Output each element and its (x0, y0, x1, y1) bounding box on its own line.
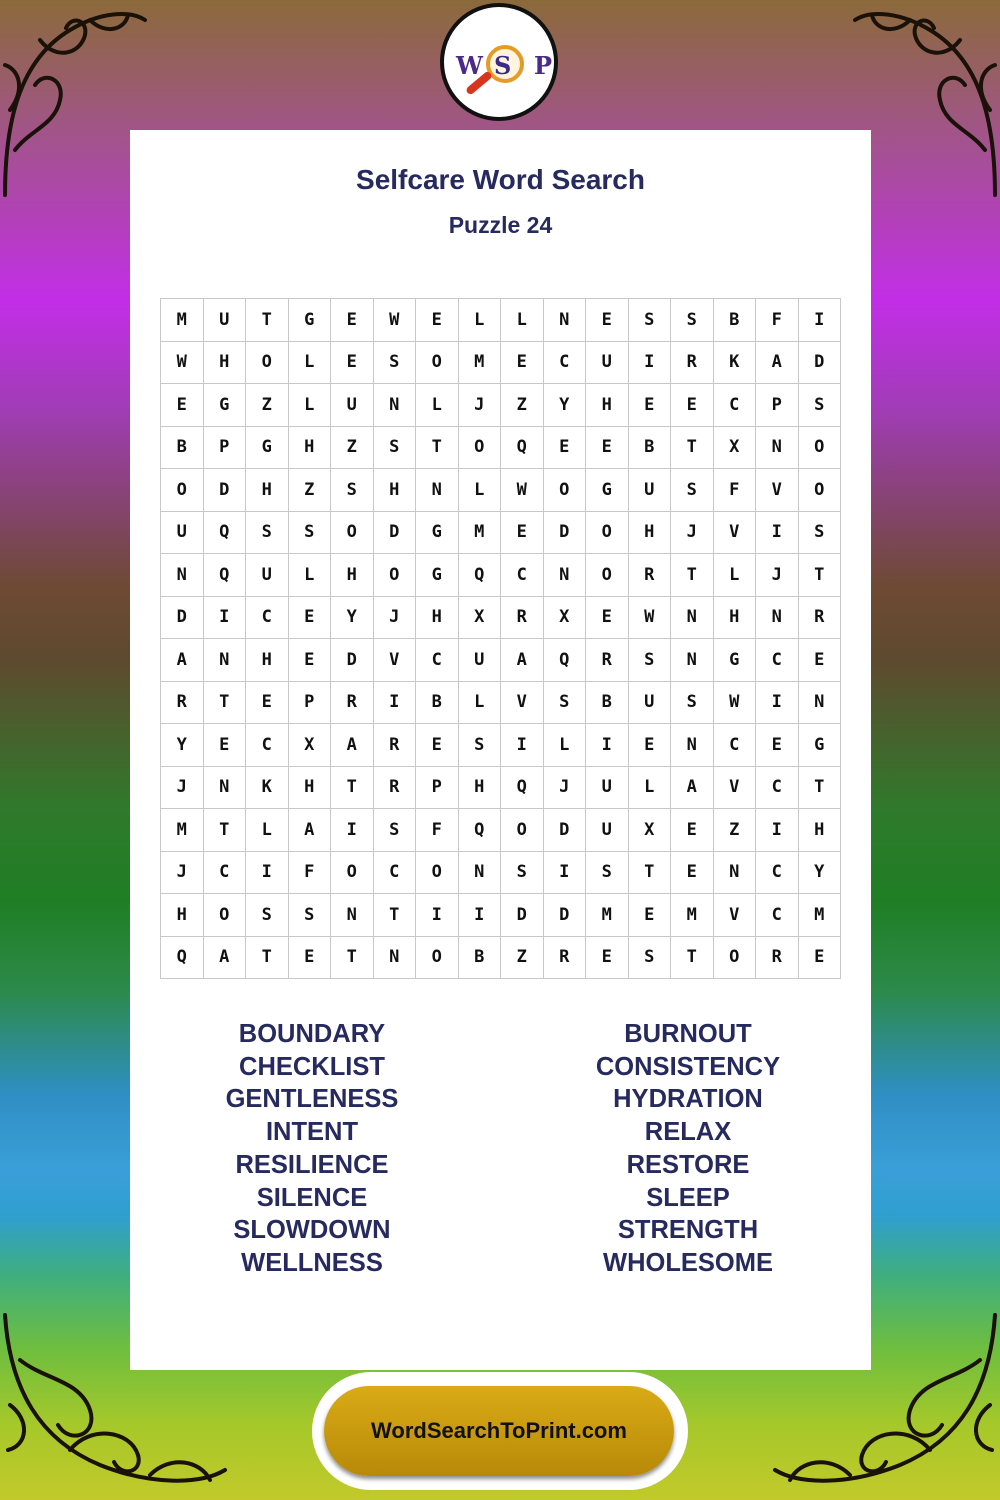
grid-cell[interactable]: I (799, 299, 842, 342)
grid-cell[interactable]: Z (289, 469, 332, 512)
grid-cell[interactable]: X (544, 597, 587, 640)
grid-cell[interactable]: T (629, 852, 672, 895)
grid-cell[interactable]: S (671, 682, 714, 725)
grid-cell[interactable]: P (289, 682, 332, 725)
grid-cell[interactable]: E (501, 512, 544, 555)
grid-cell[interactable]: Q (459, 554, 502, 597)
grid-cell[interactable]: Q (501, 767, 544, 810)
grid-cell[interactable]: P (416, 767, 459, 810)
grid-cell[interactable]: U (629, 682, 672, 725)
grid-cell[interactable]: P (204, 427, 247, 470)
grid-cell[interactable]: N (544, 554, 587, 597)
grid-cell[interactable]: H (714, 597, 757, 640)
grid-cell[interactable]: N (374, 937, 417, 980)
grid-cell[interactable]: S (799, 512, 842, 555)
grid-cell[interactable]: S (629, 639, 672, 682)
grid-cell[interactable]: E (544, 427, 587, 470)
grid-cell[interactable]: I (331, 809, 374, 852)
grid-cell[interactable]: A (501, 639, 544, 682)
word-item: BOUNDARY (238, 1020, 386, 1048)
grid-cell[interactable]: H (331, 554, 374, 597)
grid-cell[interactable]: W (714, 682, 757, 725)
grid-cell[interactable]: C (714, 724, 757, 767)
grid-cell[interactable]: V (714, 767, 757, 810)
grid-cell[interactable]: O (416, 342, 459, 385)
grid-cell[interactable]: P (756, 384, 799, 427)
grid-cell[interactable]: N (671, 597, 714, 640)
grid-cell[interactable]: H (161, 894, 204, 937)
grid-cell[interactable]: H (374, 469, 417, 512)
grid-cell[interactable]: E (331, 342, 374, 385)
grid-cell[interactable]: N (161, 554, 204, 597)
grid-cell[interactable]: T (331, 937, 374, 980)
grid-cell[interactable]: I (459, 894, 502, 937)
grid-cell[interactable]: X (289, 724, 332, 767)
word-item: STRENGTH (617, 1216, 759, 1245)
grid-cell[interactable]: U (161, 512, 204, 555)
grid-cell[interactable]: U (459, 639, 502, 682)
grid-cell[interactable]: L (289, 384, 332, 427)
grid-cell[interactable]: T (246, 299, 289, 342)
grid-cell[interactable]: T (671, 427, 714, 470)
grid-cell[interactable]: O (714, 937, 757, 980)
grid-cell[interactable]: F (714, 469, 757, 512)
grid-cell[interactable]: D (544, 512, 587, 555)
grid-cell[interactable]: A (161, 639, 204, 682)
grid-cell[interactable]: X (459, 597, 502, 640)
grid-cell[interactable]: H (289, 427, 332, 470)
grid-cell[interactable]: N (544, 299, 587, 342)
grid-cell[interactable]: L (246, 809, 289, 852)
grid-cell[interactable]: E (671, 384, 714, 427)
grid-cell[interactable]: E (161, 384, 204, 427)
grid-cell[interactable]: L (416, 384, 459, 427)
grid-cell[interactable]: N (204, 767, 247, 810)
word-item: CONSISTENCY (595, 1052, 781, 1081)
grid-cell[interactable]: J (161, 767, 204, 810)
grid-cell[interactable]: H (586, 384, 629, 427)
grid-cell[interactable]: B (416, 682, 459, 725)
grid-cell[interactable]: O (204, 894, 247, 937)
grid-cell[interactable]: Z (714, 809, 757, 852)
word-item: SLOWDOWN (233, 1216, 391, 1245)
grid-cell[interactable]: B (629, 427, 672, 470)
grid-cell[interactable]: C (544, 342, 587, 385)
grid-cell[interactable]: O (544, 469, 587, 512)
grid-cell[interactable]: R (374, 767, 417, 810)
grid-cell[interactable]: L (501, 299, 544, 342)
grid-cell[interactable]: F (416, 809, 459, 852)
grid-cell[interactable]: D (331, 639, 374, 682)
grid-cell[interactable]: Z (331, 427, 374, 470)
grid-cell[interactable]: E (629, 724, 672, 767)
grid-cell[interactable]: V (756, 469, 799, 512)
grid-cell[interactable]: S (501, 852, 544, 895)
grid-cell[interactable]: H (416, 597, 459, 640)
grid-cell[interactable]: E (799, 639, 842, 682)
grid-cell[interactable]: C (204, 852, 247, 895)
grid-cell[interactable]: Y (799, 852, 842, 895)
grid-cell[interactable]: E (671, 852, 714, 895)
grid-cell[interactable]: F (289, 852, 332, 895)
grid-cell[interactable]: I (501, 724, 544, 767)
grid-cell[interactable]: K (246, 767, 289, 810)
grid-cell[interactable]: I (586, 724, 629, 767)
grid-cell[interactable]: L (544, 724, 587, 767)
word-item: GENTLENESS (225, 1085, 399, 1114)
grid-cell[interactable]: K (714, 342, 757, 385)
grid-cell[interactable]: S (671, 469, 714, 512)
grid-cell[interactable]: I (756, 809, 799, 852)
grid-cell[interactable]: D (544, 894, 587, 937)
grid-cell[interactable]: E (756, 724, 799, 767)
grid-cell[interactable]: O (416, 937, 459, 980)
grid-cell[interactable]: Q (544, 639, 587, 682)
grid-cell[interactable]: R (586, 639, 629, 682)
grid-cell[interactable]: L (629, 767, 672, 810)
grid-cell[interactable]: E (586, 937, 629, 980)
grid-cell[interactable]: R (544, 937, 587, 980)
grid-cell[interactable]: N (331, 894, 374, 937)
grid-cell[interactable]: L (289, 554, 332, 597)
grid-cell[interactable]: N (459, 852, 502, 895)
grid-cell[interactable]: N (756, 597, 799, 640)
grid-cell[interactable]: E (331, 299, 374, 342)
corner-ornament-top-right (850, 0, 1000, 200)
grid-cell[interactable]: R (331, 682, 374, 725)
logo-letter-w: W (456, 51, 483, 80)
grid-cell[interactable]: M (459, 342, 502, 385)
page-title: Selfcare Word Search (356, 164, 645, 195)
grid-cell[interactable]: N (756, 427, 799, 470)
grid-cell[interactable]: C (501, 554, 544, 597)
grid-cell[interactable]: E (671, 809, 714, 852)
grid-cell[interactable]: U (204, 299, 247, 342)
grid-cell[interactable]: T (799, 767, 842, 810)
grid-cell[interactable]: A (204, 937, 247, 980)
grid-cell[interactable]: M (586, 894, 629, 937)
grid-cell[interactable]: T (204, 682, 247, 725)
grid-cell[interactable]: X (714, 427, 757, 470)
grid-cell[interactable]: G (246, 427, 289, 470)
grid-cell[interactable]: S (544, 682, 587, 725)
grid-cell[interactable]: G (586, 469, 629, 512)
grid-cell[interactable]: Q (204, 512, 247, 555)
word-item: RESILIENCE (235, 1150, 389, 1179)
grid-cell[interactable]: E (586, 299, 629, 342)
grid-cell[interactable]: S (331, 469, 374, 512)
grid-cell[interactable]: M (161, 299, 204, 342)
grid-cell[interactable]: G (799, 724, 842, 767)
grid-cell[interactable]: S (629, 937, 672, 980)
grid-cell[interactable]: S (459, 724, 502, 767)
grid-cell[interactable]: I (204, 597, 247, 640)
grid-cell[interactable]: R (374, 724, 417, 767)
grid-cell[interactable]: G (714, 639, 757, 682)
grid-cell[interactable]: N (714, 852, 757, 895)
grid-cell[interactable]: B (459, 937, 502, 980)
grid-cell[interactable]: R (799, 597, 842, 640)
grid-cell[interactable]: E (416, 299, 459, 342)
grid-cell[interactable]: C (416, 639, 459, 682)
grid-cell[interactable]: G (416, 512, 459, 555)
grid-cell[interactable]: R (501, 597, 544, 640)
grid-cell[interactable]: H (204, 342, 247, 385)
grid-cell[interactable]: E (501, 342, 544, 385)
grid-cell[interactable]: E (586, 427, 629, 470)
grid-cell[interactable]: V (714, 894, 757, 937)
grid-cell[interactable]: W (161, 342, 204, 385)
grid-cell[interactable]: T (799, 554, 842, 597)
grid-cell[interactable]: E (799, 937, 842, 980)
grid-cell[interactable]: E (289, 639, 332, 682)
grid-cell[interactable]: R (161, 682, 204, 725)
grid-cell[interactable]: T (671, 937, 714, 980)
grid-cell[interactable]: C (756, 639, 799, 682)
grid-cell[interactable]: L (459, 682, 502, 725)
grid-cell[interactable]: A (756, 342, 799, 385)
grid-cell[interactable]: D (204, 469, 247, 512)
grid-cell[interactable]: N (671, 639, 714, 682)
grid-cell[interactable]: N (671, 724, 714, 767)
grid-cell[interactable]: V (374, 639, 417, 682)
grid-cell[interactable]: S (374, 427, 417, 470)
grid-cell[interactable]: O (331, 852, 374, 895)
grid-cell[interactable]: J (374, 597, 417, 640)
grid-cell[interactable]: G (416, 554, 459, 597)
grid-cell[interactable]: U (586, 809, 629, 852)
grid-cell[interactable]: E (289, 937, 332, 980)
grid-cell[interactable]: I (246, 852, 289, 895)
grid-cell[interactable]: U (586, 342, 629, 385)
grid-cell[interactable]: O (799, 427, 842, 470)
grid-cell[interactable]: D (544, 809, 587, 852)
grid-cell[interactable]: Y (544, 384, 587, 427)
word-item: CHECKLIST (239, 1052, 385, 1081)
grid-cell[interactable]: Q (204, 554, 247, 597)
grid-cell[interactable]: I (756, 512, 799, 555)
grid-cell[interactable]: W (374, 299, 417, 342)
word-list-left (162, 1018, 462, 1280)
grid-cell[interactable]: B (586, 682, 629, 725)
grid-cell[interactable]: T (416, 427, 459, 470)
grid-cell[interactable]: T (331, 767, 374, 810)
word-item: SLEEP (646, 1183, 730, 1212)
grid-cell[interactable]: S (289, 894, 332, 937)
grid-cell[interactable]: R (629, 554, 672, 597)
grid-cell[interactable]: C (756, 767, 799, 810)
grid-cell[interactable]: J (161, 852, 204, 895)
grid-cell[interactable]: O (799, 469, 842, 512)
puzzle-card (130, 130, 871, 1370)
grid-cell[interactable]: B (161, 427, 204, 470)
grid-cell[interactable]: C (374, 852, 417, 895)
grid-cell[interactable]: L (459, 469, 502, 512)
grid-cell[interactable]: E (204, 724, 247, 767)
grid-cell[interactable]: V (714, 512, 757, 555)
grid-cell[interactable]: Q (501, 427, 544, 470)
grid-cell[interactable]: X (629, 809, 672, 852)
footer-badge (312, 1372, 688, 1490)
grid-cell[interactable]: U (586, 767, 629, 810)
grid-cell[interactable]: O (331, 512, 374, 555)
grid-cell[interactable]: J (671, 512, 714, 555)
grid-cell[interactable]: D (799, 342, 842, 385)
grid-cell[interactable]: C (714, 384, 757, 427)
grid-cell[interactable]: H (629, 512, 672, 555)
word-item: HYDRATION (613, 1085, 763, 1114)
grid-cell[interactable]: O (459, 427, 502, 470)
corner-ornament-top-left (0, 0, 150, 200)
grid-cell[interactable]: N (416, 469, 459, 512)
grid-cell[interactable]: A (331, 724, 374, 767)
word-item: INTENT (265, 1118, 359, 1147)
grid-cell[interactable]: Y (161, 724, 204, 767)
grid-cell[interactable]: Y (331, 597, 374, 640)
grid-cell[interactable]: S (586, 852, 629, 895)
grid-cell[interactable]: C (756, 852, 799, 895)
grid-cell[interactable]: S (374, 342, 417, 385)
grid-cell[interactable]: I (374, 682, 417, 725)
grid-cell[interactable]: J (756, 554, 799, 597)
word-item: SILENCE (256, 1183, 368, 1212)
grid-cell[interactable]: R (671, 342, 714, 385)
grid-cell[interactable]: B (714, 299, 757, 342)
grid-cell[interactable]: O (501, 809, 544, 852)
grid-cell[interactable]: F (756, 299, 799, 342)
grid-cell[interactable]: M (161, 809, 204, 852)
grid-cell[interactable]: E (416, 724, 459, 767)
grid-cell[interactable]: S (289, 512, 332, 555)
word-item: WHOLESOME (603, 1248, 773, 1277)
grid-cell[interactable]: M (459, 512, 502, 555)
grid-cell[interactable]: E (289, 597, 332, 640)
grid-cell[interactable]: S (246, 894, 289, 937)
grid-cell[interactable]: J (544, 767, 587, 810)
grid-cell[interactable]: C (246, 724, 289, 767)
grid-cell[interactable]: S (671, 299, 714, 342)
grid-cell[interactable]: O (586, 512, 629, 555)
grid-cell[interactable]: Z (501, 384, 544, 427)
grid-cell[interactable]: S (629, 299, 672, 342)
grid-cell[interactable]: O (374, 554, 417, 597)
grid-cell[interactable]: E (629, 384, 672, 427)
logo-letter-p: P (534, 51, 553, 80)
grid-cell[interactable]: U (629, 469, 672, 512)
grid-cell[interactable]: N (374, 384, 417, 427)
grid-cell[interactable]: D (374, 512, 417, 555)
grid-cell[interactable]: L (714, 554, 757, 597)
grid-cell[interactable]: W (501, 469, 544, 512)
grid-cell[interactable]: A (671, 767, 714, 810)
grid-cell[interactable]: N (204, 639, 247, 682)
grid-cell[interactable]: O (586, 554, 629, 597)
grid-cell[interactable]: I (544, 852, 587, 895)
grid-cell[interactable]: D (501, 894, 544, 937)
word-item: RELAX (644, 1118, 732, 1147)
wsp-logo[interactable] (440, 3, 558, 121)
puzzle-number: Puzzle 24 (448, 212, 553, 238)
grid-cell[interactable]: L (289, 342, 332, 385)
grid-cell[interactable]: L (459, 299, 502, 342)
grid-cell[interactable]: S (374, 809, 417, 852)
word-item: WELLNESS (241, 1248, 383, 1277)
grid-cell[interactable]: H (459, 767, 502, 810)
grid-cell[interactable]: G (204, 384, 247, 427)
grid-cell[interactable]: E (246, 682, 289, 725)
grid-cell[interactable]: W (629, 597, 672, 640)
grid-cell[interactable]: M (799, 894, 842, 937)
grid-cell[interactable]: M (671, 894, 714, 937)
grid-cell[interactable]: U (246, 554, 289, 597)
grid-cell[interactable]: I (629, 342, 672, 385)
site-link[interactable]: WordSearchToPrint.com (324, 1386, 674, 1476)
grid-cell[interactable]: T (246, 937, 289, 980)
grid-cell[interactable]: J (459, 384, 502, 427)
grid-cell[interactable]: T (374, 894, 417, 937)
grid-cell[interactable]: H (246, 469, 289, 512)
grid-cell[interactable]: N (799, 682, 842, 725)
grid-cell[interactable]: I (416, 894, 459, 937)
grid-cell[interactable]: S (799, 384, 842, 427)
letter-grid (160, 298, 841, 979)
grid-cell[interactable]: A (289, 809, 332, 852)
grid-cell[interactable]: C (756, 894, 799, 937)
grid-cell[interactable]: C (246, 597, 289, 640)
grid-cell[interactable]: T (204, 809, 247, 852)
grid-cell[interactable]: O (416, 852, 459, 895)
grid-cell[interactable]: Q (161, 937, 204, 980)
grid-cell[interactable]: H (799, 809, 842, 852)
logo-letter-s: S (494, 51, 512, 80)
grid-cell[interactable]: V (501, 682, 544, 725)
grid-cell[interactable]: R (756, 937, 799, 980)
grid-cell[interactable]: H (246, 639, 289, 682)
grid-cell[interactable]: Q (459, 809, 502, 852)
grid-cell[interactable]: Z (501, 937, 544, 980)
word-item: RESTORE (626, 1150, 750, 1179)
grid-cell[interactable]: T (671, 554, 714, 597)
grid-cell[interactable]: O (246, 342, 289, 385)
grid-cell[interactable]: G (289, 299, 332, 342)
word-list-right (538, 1018, 838, 1280)
grid-cell[interactable]: E (629, 894, 672, 937)
grid-cell[interactable]: H (289, 767, 332, 810)
grid-cell[interactable]: O (161, 469, 204, 512)
grid-cell[interactable]: S (246, 512, 289, 555)
grid-cell[interactable]: I (756, 682, 799, 725)
word-item: BURNOUT (624, 1020, 752, 1048)
grid-cell[interactable]: U (331, 384, 374, 427)
grid-cell[interactable]: D (161, 597, 204, 640)
grid-cell[interactable]: E (586, 597, 629, 640)
grid-cell[interactable]: Z (246, 384, 289, 427)
